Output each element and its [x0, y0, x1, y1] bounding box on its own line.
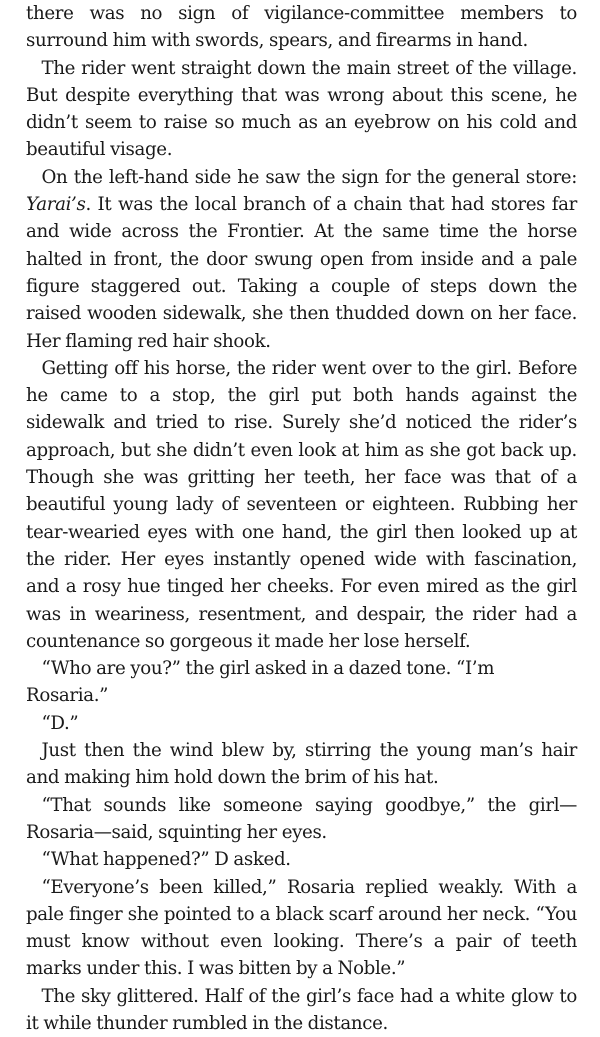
- paragraph-9: “What happened?” D asked.: [41, 849, 291, 871]
- store-name: Yarai’s: [26, 194, 86, 216]
- paragraph-4: Getting off his horse, the rider went over to the girl. Before he came to a stop, the girl put both hands against the sidewalk and tried to rise. Surely she’d noticed the rider’s approach, but she didn’t even look at him as she got back up. Though she was gritting her teeth, her face was that of a beautiful young lady of seventeen or eighteen. Rubbing her tear-wearied eyes with one hand, the girl then looked up at the rider. Her eyes instantly opened wide with fascination, and a rosy hue tinged her cheeks. For even mired as the girl was in weariness, resentment, and despair, the rider had a countenance so gorgeous it made her lose herself.: [26, 357, 577, 652]
- paragraph-1: there was no sign of vigilance-committee members to surround him with swords, spears, and firearms in hand.: [26, 3, 577, 52]
- paragraph-3-rest: . It was the local branch of a chain that had stores far and wide across the Frontier. At the same time the horse halted in front, the door swung open from inside and a pale figure staggered out. Taking a couple of steps down the raised wooden sidewalk, she then thudded down on her face. Her flaming red hair shook.: [26, 194, 577, 352]
- paragraph-7: Just then the wind blew by, stirring the young man’s hair and making him hold down the brim of his hat.: [26, 740, 577, 789]
- book-page: [26, 0, 577, 1037]
- paragraph-6: “D.”: [41, 712, 79, 734]
- paragraph-5: “Who are you?” the girl asked in a dazed tone. “I’m Rosaria.”: [26, 658, 495, 707]
- paragraph-10: “Everyone’s been killed,” Rosaria replied weakly. With a pale finger she pointed to a black scarf around her neck. “You must know without even looking. There’s a pair of teeth marks under this. I was bitten by a Noble.”: [26, 876, 577, 980]
- paragraph-2: The rider went straight down the main street of the village. But despite everything that was wrong about this scene, he didn’t seem to raise so much as an eyebrow on his cold and beautiful visage.: [26, 57, 577, 161]
- paragraph-8: “That sounds like someone saying goodbye,” the girl—Rosaria—said, squinting her eyes.: [26, 794, 577, 843]
- paragraph-3-lead: On the left-hand side he saw the sign for the general store:: [41, 166, 577, 188]
- paragraph-3: [26, 164, 577, 355]
- paragraph-11: The sky glittered. Half of the girl’s face had a white glow to it while thunder rumbled in the distance.: [26, 985, 577, 1034]
